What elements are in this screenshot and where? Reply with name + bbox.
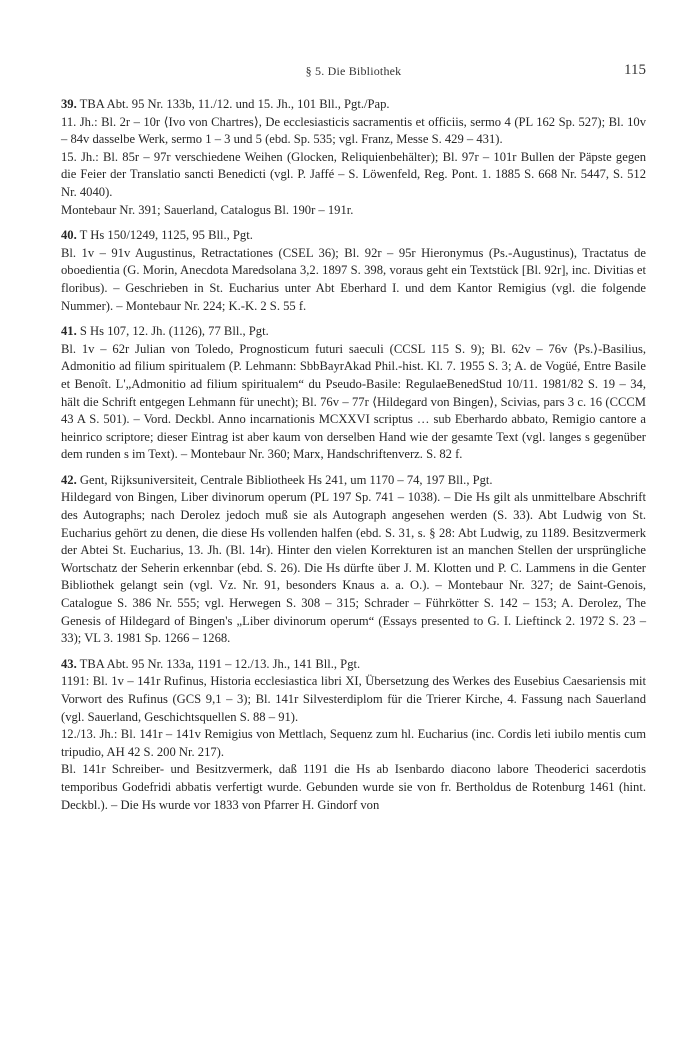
- entry-line: 12./13. Jh.: Bl. 141r – 141v Remigius von Mettlach, Sequenz zum hl. Eucharius (inc. Cordis leti iubilo mentis cum tripudio, AH 42 S. 200 Nr. 217).: [61, 727, 646, 759]
- entry-line: Montebaur Nr. 391; Sauerland, Catalogus Bl. 190r – 191r.: [61, 202, 354, 217]
- catalog-entry-41: [61, 323, 646, 464]
- entry-line: Bl. 141r Schreiber- und Besitzvermerk, daß 1191 die Hs ab Isenbardo diacono labore Theoderici sacerdotis temporibus Godefridi abbatis verfertigt wurde. Gebunden wurde sie von fr. Bertholdus de Rotenburg 1461 (hint. Deckbl.). – Die Hs wurde vor 1833 von Pfarrer H. Gindorf von: [61, 762, 646, 812]
- entry-line: Bl. 1v – 62r Julian von Toledo, Prognosticum futuri saeculi (CCSL 115 S. 9); Bl. 62v – 76v ⟨Ps.⟩-Basilius, Admonitio ad filium spiritualem (P. Lehmann: SbbBayrAkad Phil.-hist. Kl. 7. 1955 S. 3; A. de Vogüé, Entre Basile et Benoît. L'„Admonitio ad filium spiritualem“ du Pseudo-Basile: RegulaeBenedStud 10/11. 1981/82 S. 19 – 34, hält die Schrift entgegen Lehmann für unecht); Bl. 76v – 77r ⟨Hildegard von Bingen⟩, Scivias, pars 3 c. 16 (CCCM 43 A S. 501). – Vord. Deckbl. Anno incarnationis MCXXVI scriptus … sub Eberhardo abbato, Remigio cantore a heinrico scriptore; dieser Eintrag ist aber kaum von derselben Hand wie der gesamte Text (vgl. langes s gegenüber dem runden s im Text). – Montebaur Nr. 360; Marx, Handschriftenverz. S. 82 f.: [61, 341, 646, 462]
- entry-number: 41.: [61, 324, 77, 339]
- entry-line: Hildegard von Bingen, Liber divinorum operum (PL 197 Sp. 741 – 1038). – Die Hs gilt als unmittelbare Abschrift des Autographs; nach Derolez jedoch muß sie als Autograph angesehen werden (S. 33). Abt Ludwig von St. Eucharius gehört zu denen, die diese Hs vollenden halfen (ebd. S. 31, s. § 28: Abt Ludwig, zu 1189. Besitzvermerk der Abtei St. Eucharius, 13. Jh. (Bl. 14r). Hinter den vielen Korrekturen ist an manchen Stellen der ursprüngliche Wortschatz der Seherin erkennbar (ebd. S. 26). Die Hs dürfte über J. M. Klotten und P. C. Lammens in die Genter Bibliothek gelangt sein (vgl. Vz. Nr. 91, besonders Knaus a. a. O.). – Montebaur Nr. 327; de Saint-Genois, Catalogue S. 386 Nr. 555; vgl. Herwegen S. 308 – 315; Schrader – Führkötter S. 142 – 153; A. Derolez, The Genesis of Hildegard of Bingen's „Liber divinorum operum“ (Essays presented to G. I. Lieftinck 2. 1972 S. 23 – 33); VL 3. 1981 Sp. 1266 – 1268.: [61, 490, 646, 646]
- entry-heading: [61, 656, 646, 674]
- catalog-entry-43: [61, 656, 646, 814]
- entry-heading: [61, 323, 646, 341]
- entry-head: S Hs 107, 12. Jh. (1126), 77 Bll., Pgt.: [79, 324, 269, 339]
- entry-number: 39.: [61, 97, 77, 111]
- entry-line: 15. Jh.: Bl. 85r – 97r verschiedene Weihen (Glocken, Reliquienbehälter); Bl. 97r – 101r Bullen der Päpste gegen die Feier der Translatio sancti Benedicti (vgl. P. Jaffé – S. Löwenfeld, Reg. Pont. 1. 1885 S. 668 Nr. 5447, S. 512 Nr. 4040).: [61, 149, 646, 199]
- entry-head: TBA Abt. 95 Nr. 133b, 11./12. und 15. Jh., 101 Bll., Pgt./Pap.: [79, 97, 390, 111]
- entry-head: TBA Abt. 95 Nr. 133a, 1191 – 12./13. Jh., 141 Bll., Pgt.: [79, 656, 361, 671]
- entry-number: 40.: [61, 228, 77, 243]
- document-page: [61, 62, 646, 814]
- page-number: 115: [624, 62, 646, 78]
- catalog-entry-42: [61, 472, 646, 648]
- entry-head: Gent, Rijksuniversiteit, Centrale Bibliotheek Hs 241, um 1170 – 74, 197 Bll., Pgt.: [79, 472, 493, 487]
- running-title: § 5. Die Bibliothek: [305, 64, 402, 78]
- entry-heading: [61, 472, 646, 490]
- entry-line: 1191: Bl. 1v – 141r Rufinus, Historia ecclesiastica libri XI, Übersetzung des Werkes des Eusebius Caesariensis mit Vorwort des Rufinus (GCS 9,1 – 3); Bl. 141r Silvesterdiplom für die Trierer Kirche, 4. Fassung nach Sauerland (vgl. Sauerland, Geschichtsquellen S. 88 – 91).: [61, 674, 646, 724]
- entry-number: 43.: [61, 656, 77, 671]
- catalog-entry-40: [61, 227, 646, 315]
- entry-line: Bl. 1v – 91v Augustinus, Retractationes (CSEL 36); Bl. 92r – 95r Hieronymus (Ps.-Augustinus), Tractatus de oboedientia (G. Morin, Anecdota Maredsolana 3,2. 1897 S. 398, voraus geht ein Textstück [Bl. 92r], inc. Divitias et floribus). – Geschrieben in St. Eucharius unter Abt Eberhard I. und dem Kantor Remigius (vgl. die folgende Nummer). – Montebaur Nr. 224; K.-K. 2 S. 55 f.: [61, 245, 646, 313]
- entry-head: T Hs 150/1249, 1125, 95 Bll., Pgt.: [79, 228, 253, 243]
- running-head: [61, 62, 646, 86]
- entry-heading: [61, 227, 646, 245]
- catalog-entry-39: [61, 96, 646, 219]
- entry-number: 42.: [61, 472, 77, 487]
- entry-heading: [61, 96, 646, 114]
- entry-line: 11. Jh.: Bl. 2r – 10r ⟨Ivo von Chartres⟩, De ecclesiasticis sacramentis et officiis, sermo 4 (PL 162 Sp. 527); Bl. 10v – 84v dasselbe Werk, sermo 1 – 3 und 5 (ebd. Sp. 535; vgl. Franz, Messe S. 429 – 431).: [61, 114, 646, 147]
